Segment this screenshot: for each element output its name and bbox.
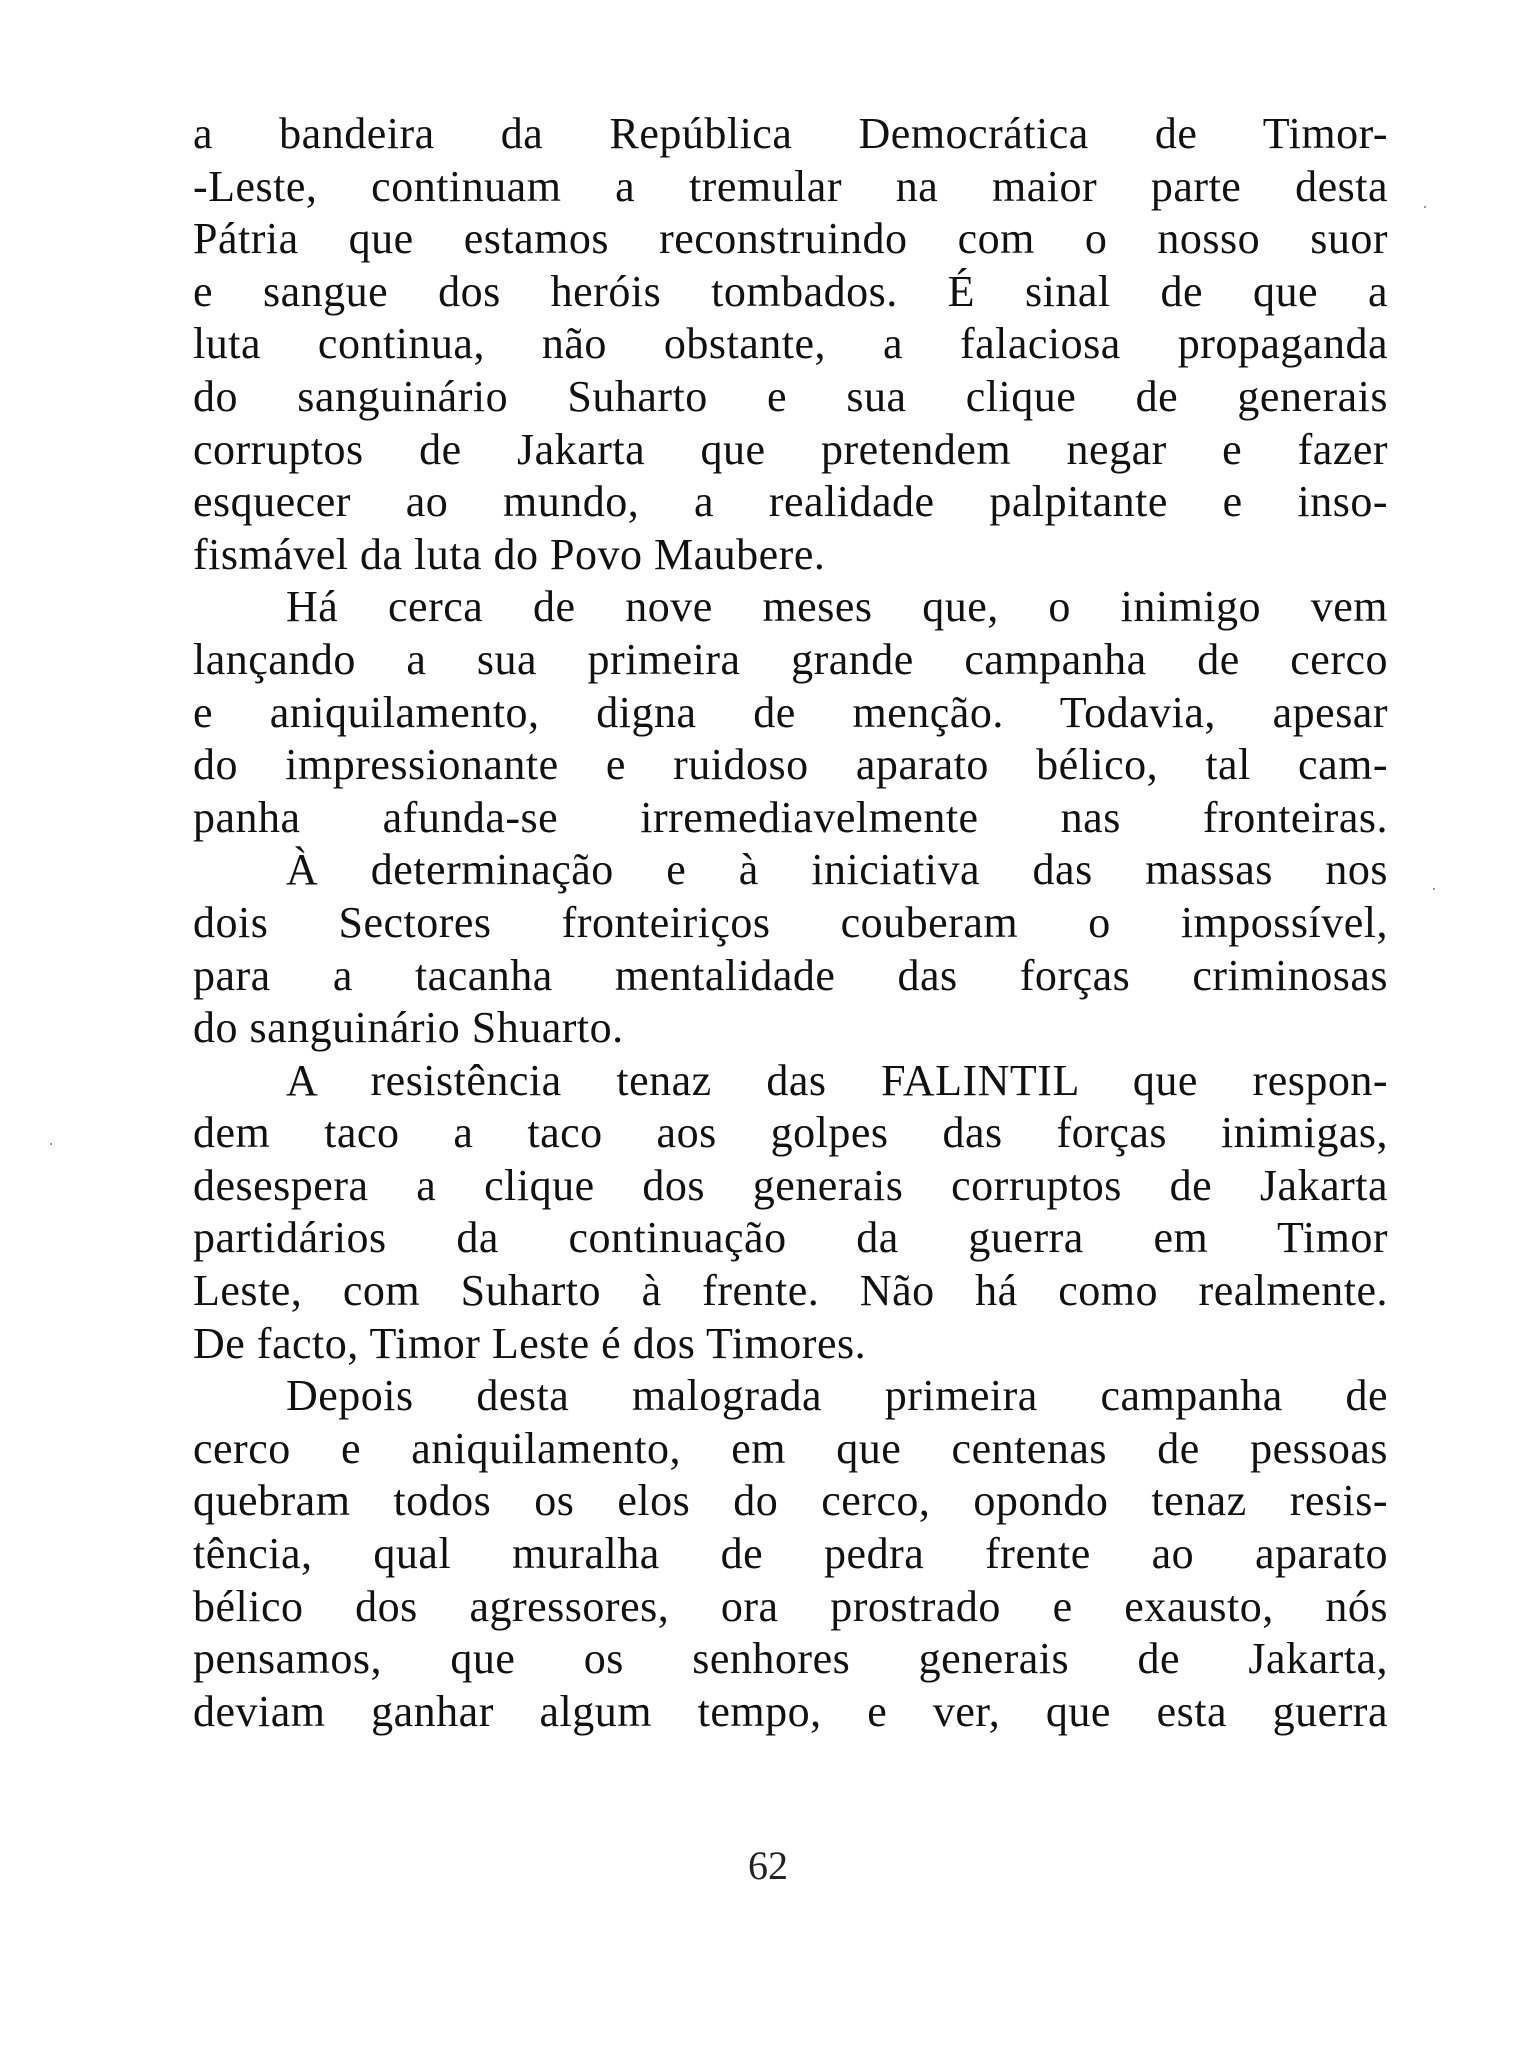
text-line: Pátria que estamos reconstruindo com o nosso suor [193,214,1388,264]
text-line: partidários da continuação da guerra em Timor [193,1213,1388,1263]
body-text [193,108,1388,1738]
scan-speck [50,1143,52,1145]
text-line: para a tacanha mentalidade das forças criminosas [193,950,1388,1000]
text-line: e aniquilamento, digna de menção. Todavia, apesar [193,687,1388,737]
text-line: tência, qual muralha de pedra frente ao aparato [193,1529,1388,1579]
text-line: fismável da luta do Povo Maubere. [193,529,826,579]
text-line: cerco e aniquilamento, em que centenas de pessoas [193,1423,1388,1473]
scan-speck [1433,888,1435,890]
text-line: -Leste, continuam a tremular na maior parte desta [193,161,1388,211]
text-line: do impressionante e ruidoso aparato bélico, tal cam- [193,740,1388,790]
page-number: 62 [748,1843,788,1888]
text-line: dem taco a taco aos golpes das forças inimigas, [193,1108,1388,1158]
text-line: desespera a clique dos generais corruptos de Jakarta [193,1160,1388,1210]
text-line: Há cerca de nove meses que, o inimigo vem [286,582,1388,632]
text-line: e sangue dos heróis tombados. É sinal de que a [193,266,1388,316]
text-line: Leste, com Suharto à frente. Não há como realmente. [193,1266,1388,1316]
text-line: corruptos de Jakarta que pretendem negar e fazer [193,424,1388,474]
text-line: a bandeira da República Democrática de Timor- [193,109,1388,158]
text-line: luta continua, não obstante, a falaciosa propaganda [193,319,1388,369]
text-line: esquecer ao mundo, a realidade palpitante e inso- [193,477,1388,527]
text-line: dois Sectores fronteiriços couberam o impossível, [193,897,1388,947]
scan-speck [1424,206,1426,208]
text-line: deviam ganhar algum tempo, e ver, que esta guerra [193,1686,1388,1736]
text-line: lançando a sua primeira grande campanha de cerco [193,634,1388,684]
text-line: A resistência tenaz das FALINTIL que respon- [286,1055,1388,1105]
text-line: Depois desta malograda primeira campanha de [286,1371,1388,1421]
text-line: De facto, Timor Leste é dos Timores. [193,1318,867,1368]
text-line: do sanguinário Shuarto. [193,1003,624,1053]
text-line: panha afunda-se irremediavelmente nas fronteiras. [193,792,1388,842]
text-line: quebram todos os elos do cerco, opondo tenaz resis- [193,1476,1388,1526]
text-line: do sanguinário Suharto e sua clique de generais [193,371,1388,421]
text-line: À determinação e à iniciativa das massas nos [286,845,1388,895]
text-line: bélico dos agressores, ora prostrado e exausto, nós [193,1581,1388,1631]
text-line: pensamos, que os senhores generais de Jakarta, [193,1634,1388,1684]
